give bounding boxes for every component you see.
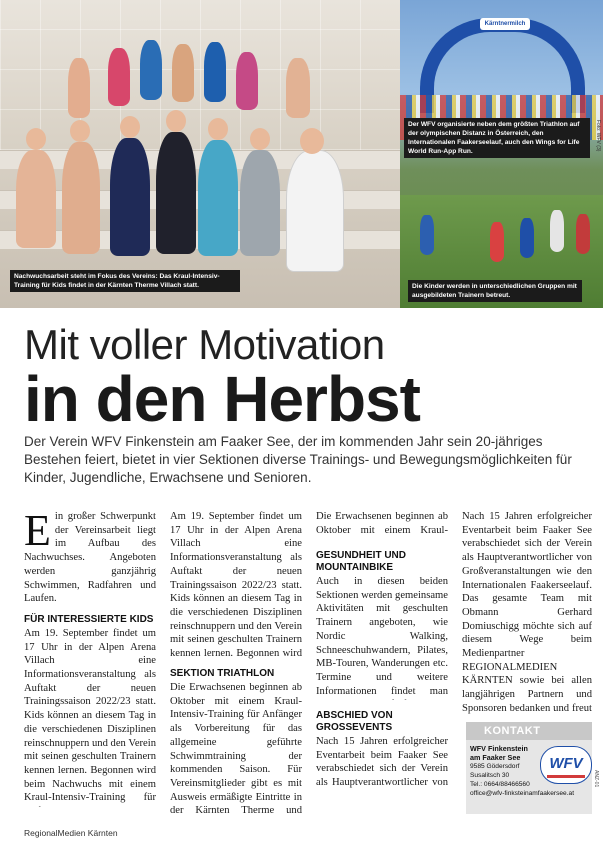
grossevents-text: Nach 15 Jahren erfolgreicher Eventarbeit beim Faaker See verabschiedet sich der Verein als Hauptverantwortlicher von bbox=[316, 736, 448, 789]
mountainbike-text: Auch in diesen beiden Sektionen werden gemeinsame Aktivitäten mit geschulten Trainern angeboten, wie Nordic Walking, Schneeschuhwandern, Pilates, MB-Touren, Wanderungen etc. Termine und weitere Informationen findet man bbox=[316, 576, 448, 697]
child-head bbox=[70, 120, 90, 142]
child-figure bbox=[110, 138, 150, 256]
children-photo-caption: Die Kinder werden in unterschiedlichen Gruppen mit ausgebildeten Trainern betreut. bbox=[408, 280, 582, 302]
contact-details bbox=[470, 744, 575, 798]
child-figure bbox=[68, 58, 90, 118]
lead-paragraph: Der Verein WFV Finkenstein am Faaker See, der im kommenden Jahr sein 20-jähriges Bestehen feiert, bietet in vier Sektionen diverse Trainings- und Bewegungsmöglichkeiten für Kinder, Jugendliche, Erwachsene und Senioren. bbox=[24, 434, 572, 485]
running-child bbox=[490, 222, 504, 262]
kids-paragraph-continued bbox=[170, 510, 302, 660]
subheading-grossevents: ABSCHIED VON GROSSEVENTS bbox=[316, 710, 393, 733]
ad-code: ANZ-01 bbox=[593, 770, 599, 788]
triathlon-continued bbox=[316, 510, 448, 538]
subheading-triathlon: SEKTION TRIATHLON bbox=[170, 668, 275, 679]
pool-wall-tiles bbox=[0, 0, 400, 150]
wfv-logo bbox=[540, 746, 592, 784]
contact-phone: Tel.: 0664/88466560 bbox=[470, 781, 530, 788]
grossevents-text-continued: Nach 15 Jahren erfolgreicher Eventarbeit beim Faaker See verabschiedet sich der Verein als Hauptverantwortlicher von Großveranstaltungen wie den Internationalen Faakerseelauf. Das gesamte Team mit Obmann Gerhard Domiuschigg möchte sich auf diesem Wege beim Medienpartner REGIONALMEDIEN KÄRNTEN sowie bei allen langjährigen Partnern und Sponsoren bedanken und freut bbox=[462, 511, 592, 714]
event-photo bbox=[400, 0, 603, 308]
article-column-4 bbox=[462, 510, 592, 715]
dropcap: E bbox=[24, 506, 51, 555]
mountainbike-paragraph bbox=[316, 575, 448, 700]
triathlon-text: Die Erwachsenen beginnen ab Oktober mit einem Kraul-Intensiv-Training für Anfänger als Vorbereitung für das allgemeine geführte Schwimmtraining der kommenden Saison. Für Vereinsmitglieder gibt es mit Ausweis ermäßigte Eintritte in der Kärnten Therme und bbox=[170, 682, 302, 817]
child-figure bbox=[286, 58, 310, 118]
contact-email[interactable]: office@wfv-finksteinamfaakersee.at bbox=[470, 790, 575, 797]
child-head bbox=[120, 116, 140, 138]
coach-figure bbox=[286, 150, 344, 272]
grossevents-paragraph bbox=[316, 735, 448, 791]
subheading-kids: FÜR INTERESSIERTE KIDS bbox=[24, 613, 154, 625]
intro-paragraph bbox=[24, 506, 156, 606]
kids-text: Am 19. September findet um 17 Uhr in der Alpen Arena Villach eine Informationsveranstaltung als Auftakt der neuen Trainingssaison 2022/23 statt. Kids können an diesem Tag in die verschiedenen Disziplinen reinschnuppern und den Verein mit seinen geschulten Trainern kennen lernen. Begonnen wird beim Nachwuchs mit einem Kraul-Intensiv-Training für bbox=[24, 627, 156, 804]
child-figure bbox=[198, 140, 238, 256]
contact-name-line2: am Faaker See bbox=[470, 753, 521, 762]
child-figure bbox=[140, 40, 162, 100]
article-column-3 bbox=[316, 510, 448, 791]
coach-head bbox=[300, 128, 324, 154]
child-figure bbox=[236, 52, 258, 110]
child-head bbox=[250, 128, 270, 150]
subheading-mountainbike: GESUNDHEIT UND MOUNTAINBIKE bbox=[316, 550, 407, 573]
arch-banner: Kärntnermilch bbox=[480, 18, 530, 30]
wfv-logo-text: WFV bbox=[549, 755, 583, 772]
child-head bbox=[208, 118, 228, 140]
grossevents-paragraph-continued bbox=[462, 510, 592, 715]
headline-line1: Mit voller Motivation bbox=[24, 321, 385, 368]
kids-text-continued: Am 19. September findet um 17 Uhr in der Alpen Arena Villach eine Informationsveranstaltung als Auftakt der neuen Trainingssaison 2022/23 statt. Kids können an diesem Tag in die verschiedenen Disziplinen reinschnuppern und den Verein mit seinen geschulten Trainern kennen lernen. Begonnen wird bbox=[170, 511, 302, 660]
article-column-2 bbox=[170, 510, 302, 819]
triathlon-paragraph bbox=[170, 681, 302, 819]
contact-box bbox=[466, 722, 592, 814]
footer-publisher: RegionalMedien Kärnten bbox=[24, 828, 118, 838]
headline-line2: in den Herbst bbox=[24, 363, 420, 435]
child-figure bbox=[108, 48, 130, 106]
article-column-1 bbox=[24, 506, 156, 807]
event-photo-caption: Der WFV organisierte neben dem größten Triathlon auf der olympischen Distanz in Österreich, den Internationalen Faakerseelauf, auch den Wings for Life World Run-App Run. bbox=[404, 118, 590, 158]
running-child bbox=[550, 210, 564, 252]
contact-title: KONTAKT bbox=[466, 722, 592, 740]
child-figure bbox=[240, 150, 280, 256]
child-figure bbox=[204, 42, 226, 102]
running-child bbox=[576, 214, 590, 254]
kids-photo-caption: Nachwuchsarbeit steht im Fokus des Vereins: Das Kraul-Intensiv-Training für Kids findet in der Kärnten Therme Villach statt. bbox=[10, 270, 240, 292]
contact-name-line1: WFV Finkenstein bbox=[470, 744, 528, 753]
kids-paragraph bbox=[24, 627, 156, 807]
logo-stripe bbox=[547, 775, 585, 778]
kids-pool-photo bbox=[0, 0, 400, 308]
contact-zip: 9585 Gödersdorf bbox=[470, 763, 520, 770]
child-figure bbox=[62, 142, 100, 254]
child-figure bbox=[16, 150, 56, 248]
child-figure bbox=[172, 44, 194, 102]
intro-text: in großer Schwerpunkt der Vereinsarbeit liegt im Aufbau des Nachwuchses. Angeboten werden ganzjährig Schwimmen, Radfahren und Laufen. bbox=[24, 511, 156, 605]
triathlon-text-continued: Die Erwachsenen beginnen ab Oktober mit einem Kraul- bbox=[316, 511, 448, 536]
child-head bbox=[166, 110, 186, 132]
child-figure bbox=[156, 132, 196, 254]
running-child bbox=[520, 218, 534, 258]
photo-credit: Foto: WFV (3) bbox=[595, 120, 601, 152]
contact-street: Susalitsch 30 bbox=[470, 772, 510, 779]
child-head bbox=[26, 128, 46, 150]
running-child bbox=[420, 215, 434, 255]
